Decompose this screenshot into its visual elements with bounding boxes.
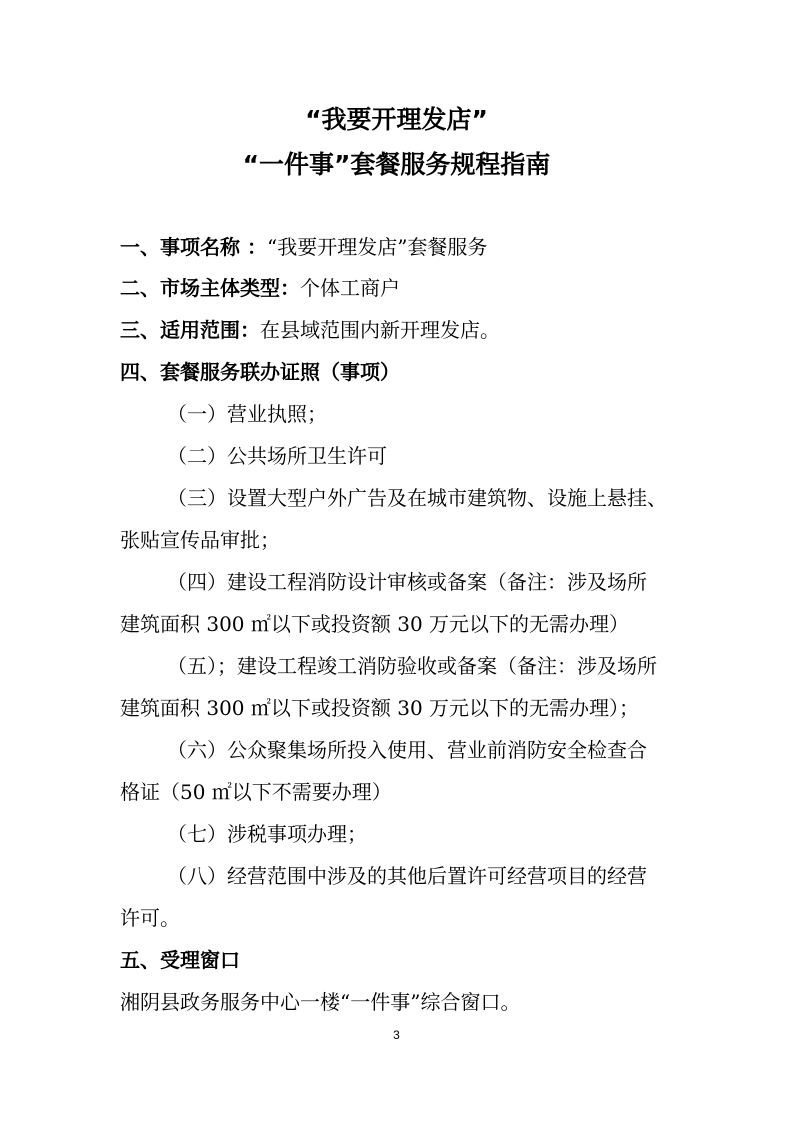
list-item-continuation: 张贴宣传品审批； [120, 528, 280, 552]
list-item: （四）建设工程消防设计审核或备案（备注：涉及场所 [167, 570, 647, 594]
section-label: 二、市场主体类型： [120, 276, 300, 300]
section-entity-type [120, 272, 400, 301]
list-item-continuation: 建筑面积 300 ㎡以下或投资额 30 万元以下的无需办理） [120, 612, 630, 636]
section-bundled-licenses: 四、套餐服务联办证照（事项） [120, 360, 400, 384]
section-item-name [120, 231, 487, 260]
list-item: （八）经营范围中涉及的其他后置许可经营项目的经营 [167, 864, 647, 888]
section-value: “我要开理发店”套餐服务 [266, 235, 488, 259]
list-item: （六）公众聚集场所投入使用、营业前消防安全检查合 [167, 738, 647, 762]
list-item-continuation: 格证（50 ㎡以下不需要办理） [120, 780, 392, 804]
section-value: 在县域范围内新开理发店。 [260, 318, 500, 342]
list-item: （三）设置大型户外广告及在城市建筑物、设施上悬挂、 [167, 486, 667, 510]
section-service-window: 五、受理窗口 [120, 948, 240, 972]
page-number: 3 [393, 1028, 400, 1042]
section-label: 一、事项名称 ： [120, 235, 267, 259]
section-scope [120, 314, 500, 343]
list-item: （五）；建设工程竣工消防验收或备案（备注：涉及场所 [167, 654, 657, 678]
doc-title-line2: “一件事”套餐服务规程指南 [242, 150, 551, 179]
list-item-continuation: 许可。 [120, 906, 180, 930]
list-item: （一）营业执照； [167, 402, 327, 426]
section-value: 个体工商户 [300, 276, 400, 300]
doc-title-line1: “我要开理发店” [305, 105, 488, 134]
list-item: （二）公共场所卫生许可 [167, 444, 387, 468]
service-window-text: 湘阴县政务服务中心一楼“一件事”综合窗口。 [120, 990, 521, 1014]
list-item-continuation: 建筑面积 300 ㎡以下或投资额 30 万元以下的无需办理）； [120, 696, 640, 720]
section-label: 三、适用范围： [120, 318, 260, 342]
list-item: （七）涉税事项办理； [167, 822, 367, 846]
